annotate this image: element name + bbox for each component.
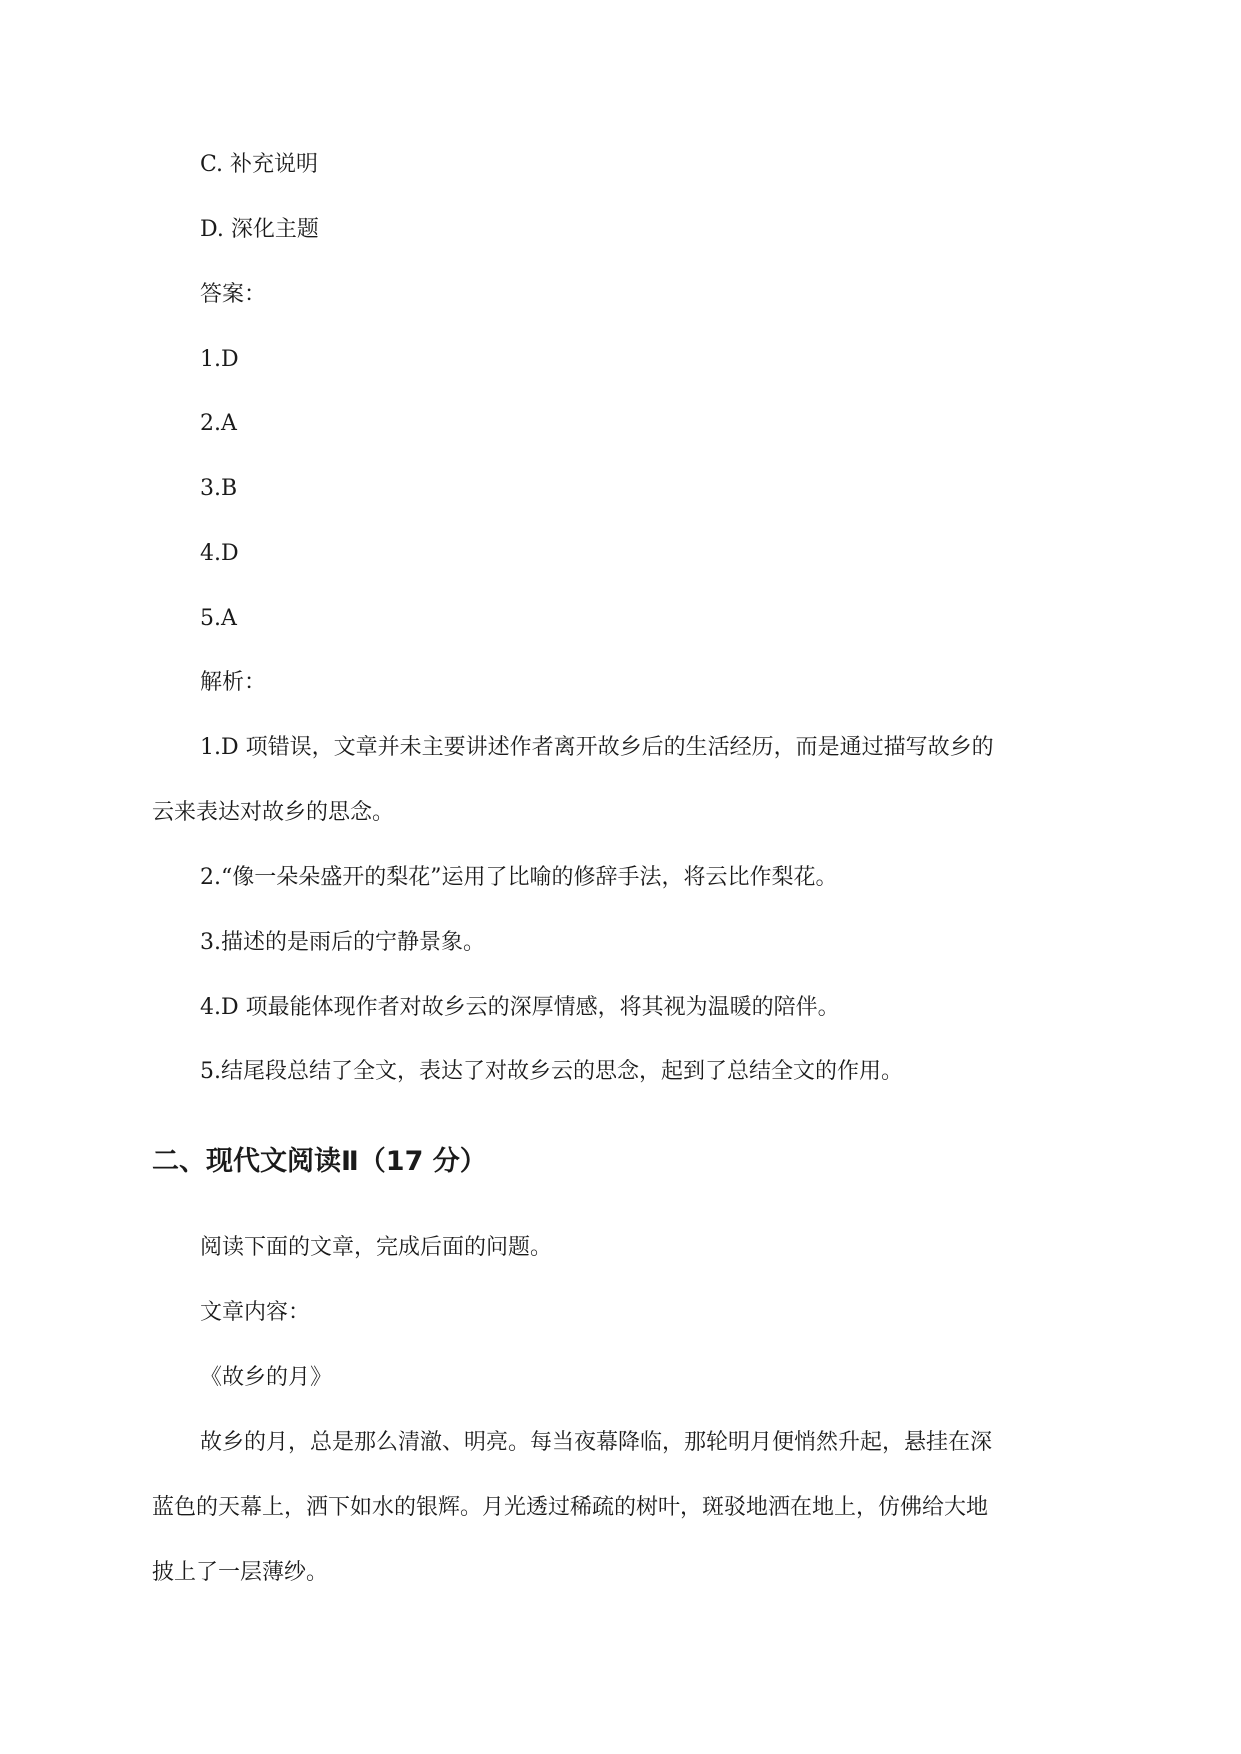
answer-item-5: 5.A (200, 606, 237, 631)
article-content-label: 文章内容： (200, 1300, 311, 1325)
answer-item-4: 4.D (200, 541, 239, 566)
analysis-item-1-line-1: 1.D 项错误，文章并未主要讲述作者离开故乡后的生活经历，而是通过描写故乡的 (200, 735, 994, 760)
article-paragraph-line-2: 蓝色的天幕上，洒下如水的银辉。月光透过稀疏的树叶，斑驳地洒在地上，仿佛给大地 (152, 1495, 989, 1520)
analysis-item-1-line-2: 云来表达对故乡的思念。 (152, 800, 395, 825)
analysis-item-4: 4.D 项最能体现作者对故乡云的深厚情感，将其视为温暖的陪伴。 (200, 995, 840, 1020)
answer-item-3: 3.B (200, 476, 238, 501)
article-paragraph-line-1: 故乡的月，总是那么清澈、明亮。每当夜幕降临，那轮明月便悄然升起，悬挂在深 (200, 1430, 993, 1455)
analysis-label: 解析： (200, 670, 267, 695)
reading-instruction: 阅读下面的文章，完成后面的问题。 (200, 1235, 553, 1260)
answer-item-2: 2.A (200, 411, 237, 436)
analysis-item-5: 5.结尾段总结了全文，表达了对故乡云的思念，起到了总结全文的作用。 (200, 1059, 903, 1084)
answer-item-1: 1.D (200, 347, 239, 372)
analysis-item-2: 2.“像一朵朵盛开的梨花”运用了比喻的修辞手法，将云比作梨花。 (200, 865, 838, 890)
analysis-item-3: 3.描述的是雨后的宁静景象。 (200, 930, 485, 955)
option-c: C. 补充说明 (200, 152, 319, 177)
answers-label: 答案： (200, 282, 267, 307)
article-title: 《故乡的月》 (200, 1365, 333, 1390)
option-d: D. 深化主题 (200, 217, 319, 242)
article-paragraph-line-3: 披上了一层薄纱。 (152, 1560, 329, 1585)
section-heading: 二、现代文阅读Ⅱ（17 分） (152, 1146, 487, 1177)
